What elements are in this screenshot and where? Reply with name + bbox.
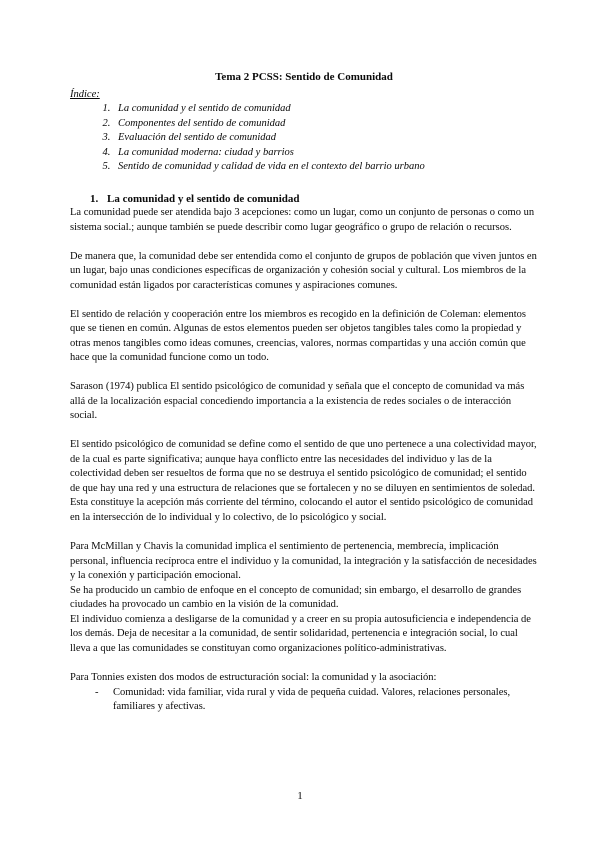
section-title: La comunidad y el sentido de comunidad <box>107 192 300 205</box>
list-item <box>95 686 538 715</box>
section-heading <box>90 192 538 207</box>
paragraph: La comunidad puede ser atendida bajo 3 acepciones: como un lugar, como un conjunto de personas o como un sistema social.; aunque también se puede describir como lugar geográfico o grupo de relación o recursos. <box>70 207 535 233</box>
dash-bullet-icon: - <box>95 686 99 698</box>
page-number: 1 <box>297 790 303 802</box>
paragraph: De manera que, la comunidad debe ser entendida como el conjunto de grupos de población que viven juntos en un lugar, bajo unas condiciones específicas de organización y cohesión social y cultural. Los miembros de la comunidad están ligados por características comunes y aspiraciones comunes. <box>70 250 537 291</box>
index-item: 5. Sentido de comunidad y calidad de vida en el contexto del barrio urbano <box>113 160 538 175</box>
paragraph: Sarason (1974) publica El sentido psicológico de comunidad y señala que el concepto de comunidad va más allá de la localización espacial concediendo importancia a la existencia de redes sociales o de interacción social. <box>70 381 525 421</box>
section-number: 1. <box>90 192 99 205</box>
list-item-text: Comunidad: vida familiar, vida rural y vida de pequeña cuidad. Valores, relaciones personales, familiares y afectivas. <box>113 686 511 712</box>
index-item: 2. Componentes del sentido de comunidad <box>113 117 538 132</box>
paragraph: El sentido de relación y cooperación entre los miembros es recogido en la definición de Coleman: elementos que se tienen en común. Algunas de estos elementos pueden ser objetos tangibles tales como la propiedad y otras menos tangibles como ideas comunes, creencias, valores, normas compartidas y una acción común que hace que la comunidad funcione como un todo. <box>70 308 527 363</box>
page-title: Tema 2 PCSS: Sentido de Comunidad <box>215 71 393 83</box>
index-list <box>70 102 538 175</box>
index-item: 1. La comunidad y el sentido de comunidad <box>113 102 538 117</box>
index-item: 4. La comunidad moderna: ciudad y barrios <box>113 146 538 161</box>
paragraph: El sentido psicológico de comunidad se define como el sentido de que uno pertenece a una colectividad mayor, de la cual es parte significativa; aunque haya conflicto entre las necesidades del individuo y las de la colectividad deben ser resueltos de forma que no se destruya el sentido psicológico de comunidad; el sentido de que hay una red y una estructura de relaciones que se fortalecen y no se diluyen en sentimientos de soledad. Esta constituye la acepción más corriente del término, colocando el autor el sentido psicológico de comunidad en la intersección de lo individual y lo colectivo, de lo psicológico y social. <box>70 439 537 523</box>
paragraph: Para Tonnies existen dos modos de estructuración social: la comunidad y la asociación: <box>70 672 437 683</box>
document-content <box>70 70 538 715</box>
paragraph: El individuo comienza a desligarse de la comunidad y a creer en su propia autosuficiencia e independencia de los demás. Deja de necesitar a la comunidad, de sentir solidaridad, pertenencia e integración social, lo cual lleva a que las comunidades se constituyan como organizaciones político-administrativas. <box>70 613 531 654</box>
paragraph: Para McMillan y Chavis la comunidad implica el sentimiento de pertenencia, membrecía, implicación personal, influencia recíproca entre el individuo y la comunidad, la integración y la satisfacción de necesidades y la conexión y participación emocional. <box>70 541 537 581</box>
index-label: Índice: <box>70 88 100 100</box>
index-item: 3. Evaluación del sentido de comunidad <box>113 131 538 146</box>
paragraph: Se ha producido un cambio de enfoque en el concepto de comunidad; sin embargo, el desarrollo de grandes ciudades ha provocado un cambio en la visión de la comunidad. <box>70 584 522 610</box>
